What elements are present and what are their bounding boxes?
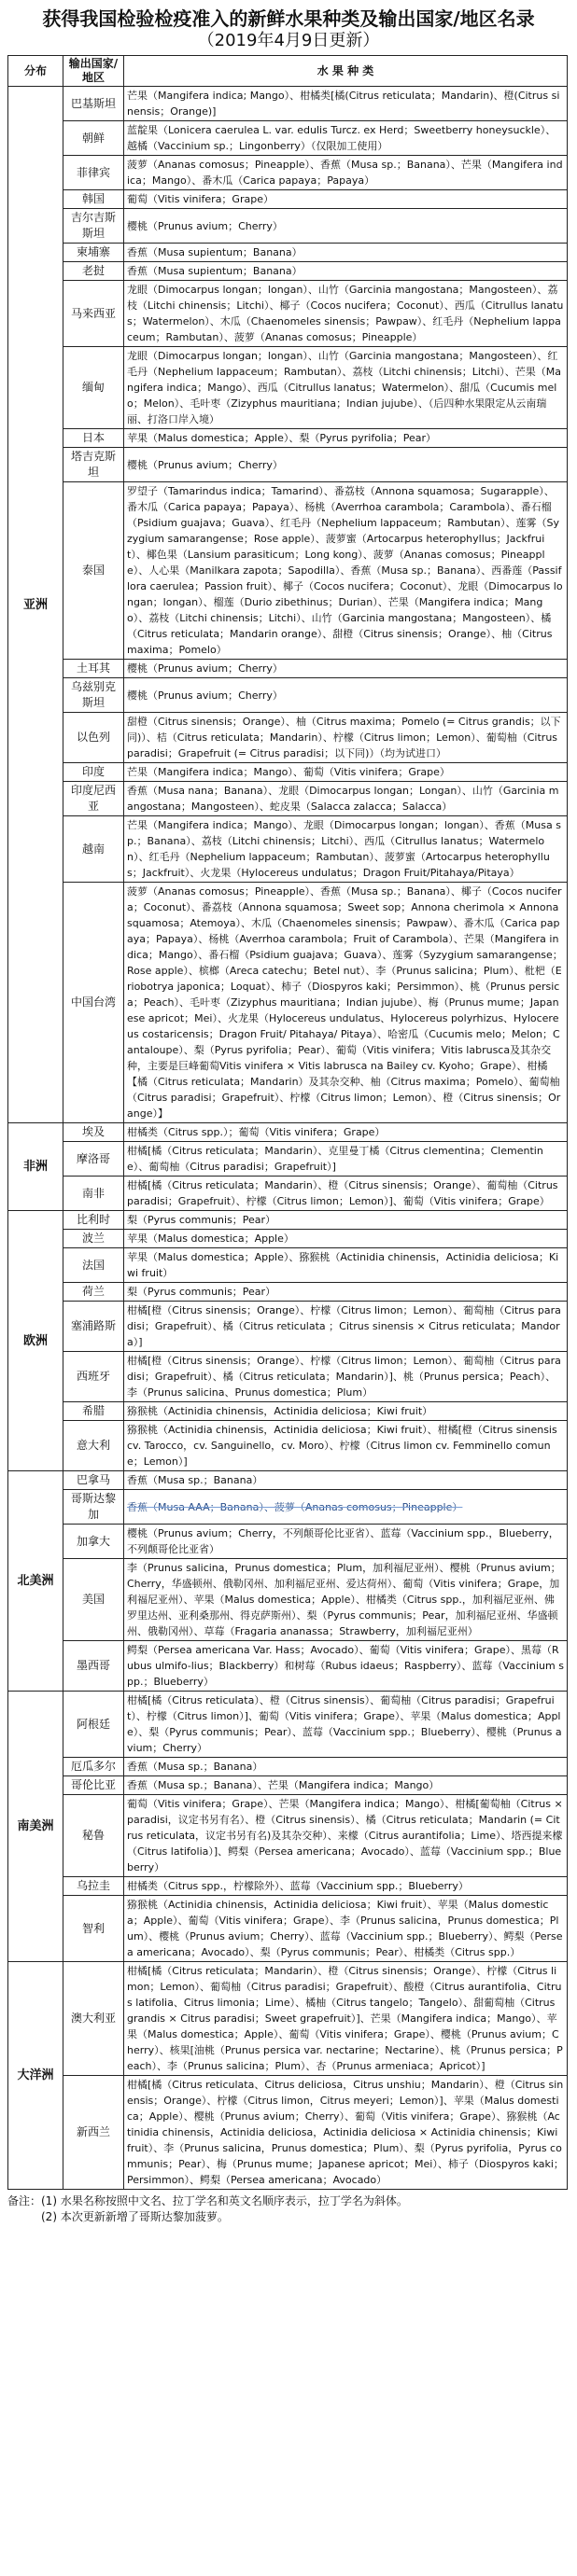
country-cell: 日本 [63, 429, 124, 448]
table-row [8, 121, 568, 156]
table-row [8, 190, 568, 209]
country-cell: 哥伦比亚 [63, 1776, 124, 1795]
fruit-list-cell: 芒果（Mangifera indica；Mango）、龙眼（Dimocarpus longan；longan）、香蕉（Musa sp.；Banana）、荔枝（Litchi chinensis；Litchi）、西瓜（Citrullus lanatus；Watermelon）、红毛丹（Nephelium lappaceum；Rambutan）、菠萝蜜（Artocarpus heterophyllus；Jackfruit）、火龙果（Hylocereus undulatus；Dragon Fruit/Pitahaya/Pitaya） [124, 816, 568, 883]
region-cell: 亚洲 [8, 87, 63, 1123]
country-cell: 泰国 [63, 482, 124, 660]
page-subtitle: （2019年4月9日更新） [197, 31, 380, 50]
new-entry-highlight: 香蕉（Musa AAA；Banana）、菠萝（Ananas comosus；Pineapple） [127, 1500, 463, 1513]
table-row [8, 1142, 568, 1177]
fruit-list-cell: 李（Prunus salicina，Prunus domestica；Plum，加利福尼亚州）、樱桃（Prunus avium；Cherry，华盛顿州、俄勒冈州、加利福尼亚州、爱达荷州）、葡萄（Vitis vinifera；Grape，加利福尼亚州）、苹果（Malus domestica；Apple）、柑橘类（Citrus spp.，加利福尼亚州、佛罗里达州、亚利桑那州、得克萨斯州）、梨（Pyrus communis；Pear，加利福尼亚州、华盛顿州、俄勒冈州）、草莓（Fragaria ananassa；Strawberry，加利福尼亚州） [124, 1559, 568, 1641]
country-cell: 朝鲜 [63, 121, 124, 156]
header-fruit: 水 果 种 类 [124, 56, 568, 87]
fruit-list-cell: 樱桃（Prunus avium；Cherry） [124, 209, 568, 244]
region-cell: 非洲 [8, 1123, 63, 1211]
fruit-list-cell: 樱桃（Prunus avium；Cherry，不列颠哥伦比亚省）、蓝莓（Vaccinium spp.，Blueberry，不列颠哥伦比亚省） [124, 1525, 568, 1559]
country-cell: 塞浦路斯 [63, 1302, 124, 1352]
table-row [8, 482, 568, 660]
table-header-row [8, 56, 568, 87]
fruit-list-cell: 鳄梨（Persea americana Var. Hass；Avocado）、葡萄（Vitis vinifera；Grape）、黑莓（Rubus ulmifo-lius；Blackberry）和树莓（Rubus idaeus；Raspberry）、蓝莓（Vaccinium spp.；Blueberry） [124, 1641, 568, 1692]
fruit-list-cell: 柑橘类（Citrus spp.，柠檬除外）、蓝莓（Vaccinium spp.；Blueberry） [124, 1877, 568, 1896]
fruit-list-cell: 香蕉（Musa sp.；Banana） [124, 1758, 568, 1776]
table-row [8, 156, 568, 190]
region-cell: 欧洲 [8, 1211, 63, 1471]
country-cell: 印度 [63, 763, 124, 782]
country-cell: 柬埔寨 [63, 244, 124, 262]
table-row [8, 1758, 568, 1776]
table-row [8, 1559, 568, 1641]
table-row [8, 347, 568, 429]
fruit-list-cell: 柑橘[橘（Citrus reticulata；Mandarin）、橙（Citrus sinensis；Orange）、柠檬（Citrus limon；Lemon）、葡萄柚（Citrus paradisi；Grapefruit）、酸橙（Citrus aurantifolia、Citrus latifolia、Citrus limonia；Lime）、橘柚（Citrus tangelo；Tangelo）、甜葡萄柚（Citrus grandis × Citrus paradisi；Sweet grapefruit）]、芒果（Mangifera indica；Mango）、苹果（Malus domestica；Apple）、葡萄（Vitis vinifera；Grape）、樱桃（Prunus avium；Cherry）、核果[油桃（Prunus persica var. nectarine；Nectarine）、桃（Prunus persica；Peach）、李（Prunus salicina；Plum）、杏（Prunus armeniaca；Apricot）] [124, 1962, 568, 2076]
table-row [8, 2076, 568, 2190]
fruit-list-cell: 龙眼（Dimocarpus longan；longan）、山竹（Garcinia mangostana；Mangosteen）、红毛丹（Nephelium lappaceum；Rambutan）、荔枝（Litchi chinensis；Litchi）、芒果（Mangifera indica；Mango）、西瓜（Citrullus lanatus；Watermelon）、甜瓜（Cucumis melo；Melon）、毛叶枣（Zizyphus mauritiana；Indian jujube）、（后四种水果限定从云南瑞丽、打洛口岸入境） [124, 347, 568, 429]
fruit-list-cell: 蓝靛果（Lonicera caerulea L. var. edulis Turcz. ex Herd；Sweetberry honeysuckle）、越橘（Vaccinium sp.；Lingonberry）（仅限加工使用） [124, 121, 568, 156]
table-row [8, 1896, 568, 1962]
region-cell: 南美洲 [8, 1692, 63, 1962]
country-cell: 秘鲁 [63, 1795, 124, 1877]
country-cell: 越南 [63, 816, 124, 883]
country-cell: 中国台湾 [63, 883, 124, 1123]
country-cell: 阿根廷 [63, 1692, 124, 1758]
country-cell: 巴基斯坦 [63, 87, 124, 121]
fruit-list-cell: 苹果（Malus domestica；Apple）、猕猴桃（Actinidia chinensis，Actinidia deliciosa；Kiwi fruit） [124, 1248, 568, 1283]
page-title: 获得我国检验检疫准入的新鲜水果种类及输出国家/地区名录 [42, 7, 535, 30]
country-cell: 马来西亚 [63, 281, 124, 347]
table-row [8, 816, 568, 883]
table-row [8, 763, 568, 782]
fruit-list-cell: 柑橘[橘（Citrus reticulata）、橙（Citrus sinensis）、葡萄柚（Citrus paradisi；Grapefruit）、柠檬（Citrus limon）]、葡萄（Vitis vinifera；Grape）、苹果（Malus domestica；Apple）、梨（Pyrus communis；Pear）、蓝莓（Vaccinium spp.；Blueberry）、樱桃（Prunus avium；Cherry） [124, 1692, 568, 1758]
fruit-list-cell: 香蕉（Musa sp.；Banana） [124, 1471, 568, 1490]
table-row [8, 209, 568, 244]
fruit-list-cell: 菠萝（Ananas comosus；Pineapple）、香蕉（Musa sp.；Banana）、椰子（Cocos nucifera；Coconut）、番荔枝（Annona squamosa；Sweet sop；Annona cherimola × Annonasquamosa；Atemoya）、木瓜（Chaenomeles sinensis；Pawpaw）、番木瓜（Carica papaya；Papaya）、杨桃（Averrhoa carambola；Fruit of Carambola）、芒果（Mangifera indica；Mango）、番石榴（Psidium guajava；Guava）、莲雾（Syzygium samarangense；Rose apple）、槟榔（Areca catechu；Betel nut）、李（Prunus salicina；Plum）、枇杷（Eriobotrya japonica；Loquat）、柿子（Diospyros kaki；Persimmon）、桃（Prunus persica；Peach）、毛叶枣（Zizyphus mauritiana；Indian jujube）、梅（Prunus mume；Japanese apricot；Mei）、火龙果（Hylocereus undulatus、Hylocereus polyrhizus、Hylocereus costaricensis；Dragon Fruit/ Pitahaya/ Pitaya）、哈密瓜（Cucumis melo；Melon；Cantaloupe）、梨（Pyrus pyrifolia；Pear）、葡萄（Vitis vinifera；Vitis labrusca及其杂交种，主要是巨峰葡萄Vitis vinifera × Vitis labrusca na Bailey cv. Kyoho；Grape）、柑橘【橘（Citrus reticulata；Mandarin）及其杂交种、柚（Citrus maxima；Pomelo）、葡萄柚（Citrus paradisi；Grapefruit）、柠檬（Citrus limon；Lemon）、橙（Citrus sinensis；Orange）】 [124, 883, 568, 1123]
table-row [8, 1211, 568, 1230]
country-cell: 加拿大 [63, 1525, 124, 1559]
fruit-list-cell: 葡萄（Vitis vinifera；Grape）、芒果（Mangifera indica；Mango）、柑橘[葡萄柚（Citrus × paradisi，议定书另有名）、橙（Citrus sinensis）、橘（Citrus reticulata；Mandarin (= Citrus reticulata，议定书另有名)及其杂交种）、来檬（Citrus aurantifolia；Lime）、塔西提来檬（Citrus latifolia）]、鳄梨（Persea americana；Avocado）、蓝莓（Vaccinium spp.；Blueberry） [124, 1795, 568, 1877]
country-cell: 塔吉克斯坦 [63, 448, 124, 482]
country-cell: 希腊 [63, 1402, 124, 1421]
header-country: 输出国家/地区 [63, 56, 124, 87]
fruit-list-cell: 葡萄（Vitis vinifera；Grape） [124, 190, 568, 209]
country-cell: 西班牙 [63, 1352, 124, 1402]
table-row [8, 1692, 568, 1758]
country-cell: 摩洛哥 [63, 1142, 124, 1177]
table-row [8, 1962, 568, 2076]
table-row [8, 1177, 568, 1211]
table-row [8, 1248, 568, 1283]
country-cell: 墨西哥 [63, 1641, 124, 1692]
fruit-list-cell: 香蕉（Musa supientum；Banana） [124, 262, 568, 281]
fruit-list-cell: 梨（Pyrus communis；Pear） [124, 1211, 568, 1230]
table-row [8, 1525, 568, 1559]
country-cell: 菲律宾 [63, 156, 124, 190]
fruit-list-cell: 樱桃（Prunus avium；Cherry） [124, 678, 568, 713]
country-cell: 埃及 [63, 1123, 124, 1142]
note-line: 备注：(1) 水果名称按照中文名、拉丁学名和英文名顺序表示，拉丁学名为斜体。 [7, 2194, 408, 2207]
table-row [8, 782, 568, 816]
table-row [8, 1641, 568, 1692]
fruit-list-cell: 菠萝（Ananas comosus；Pineapple）、香蕉（Musa sp.；Banana）、芒果（Mangifera indica；Mango）、番木瓜（Carica papaya；Papaya） [124, 156, 568, 190]
fruit-list-cell: 香蕉（Musa nana；Banana）、龙眼（Dimocarpus longan；Longan）、山竹（Garcinia mangostana；Mangosteen）、蛇皮果（Salacca zalacca；Salacca） [124, 782, 568, 816]
fruit-list-cell: 梨（Pyrus communis；Pear） [124, 1283, 568, 1302]
country-cell: 老挝 [63, 262, 124, 281]
country-cell: 澳大利亚 [63, 1962, 124, 2076]
country-cell: 法国 [63, 1248, 124, 1283]
table-row [8, 1230, 568, 1248]
table-row [8, 1123, 568, 1142]
table-row [8, 1471, 568, 1490]
fruit-list-cell: 芒果（Mangifera indica；Mango）、葡萄（Vitis vinifera；Grape） [124, 763, 568, 782]
country-cell: 意大利 [63, 1421, 124, 1471]
country-cell: 智利 [63, 1896, 124, 1962]
region-cell: 北美洲 [8, 1471, 63, 1692]
table-row [8, 1490, 568, 1525]
fruit-list-cell: 柑橘类（Citrus spp.）；葡萄（Vitis vinifera；Grape） [124, 1123, 568, 1142]
country-cell: 南非 [63, 1177, 124, 1211]
country-cell: 印度尼西亚 [63, 782, 124, 816]
country-cell: 吉尔吉斯斯坦 [63, 209, 124, 244]
fruit-list-cell: 柑橘[橘（Citrus reticulata；Mandarin）、克里曼丁橘（Citrus clementina；Clementine）、葡萄柚（Citrus paradisi；Grapefruit）] [124, 1142, 568, 1177]
note-line: (2) 本次更新新增了哥斯达黎加菠萝。 [7, 2210, 229, 2223]
table-row [8, 1421, 568, 1471]
country-cell: 荷兰 [63, 1283, 124, 1302]
fruit-list-cell: 猕猴桃（Actinidia chinensis，Actinidia deliciosa；Kiwi fruit） [124, 1402, 568, 1421]
fruit-list-cell: 香蕉（Musa sp.；Banana）、芒果（Mangifera indica；Mango） [124, 1776, 568, 1795]
country-cell: 巴拿马 [63, 1471, 124, 1490]
fruit-access-table [7, 55, 568, 2190]
table-row [8, 281, 568, 347]
table-body [8, 87, 568, 2190]
table-row [8, 87, 568, 121]
table-row [8, 678, 568, 713]
fruit-list-cell: 柑橘[橘（Citrus reticulata；Mandarin）、橙（Citrus sinensis；Orange）、葡萄柚（Citrus paradisi；Grapefruit）、柠檬（Citrus limon；Lemon）]、葡萄（Vitis vinifera；Grape） [124, 1177, 568, 1211]
table-row [8, 1283, 568, 1302]
fruit-list-cell: 樱桃（Prunus avium；Cherry） [124, 660, 568, 678]
country-cell: 韩国 [63, 190, 124, 209]
table-row [8, 244, 568, 262]
table-row [8, 1352, 568, 1402]
table-row [8, 1302, 568, 1352]
country-cell: 比利时 [63, 1211, 124, 1230]
country-cell: 土耳其 [63, 660, 124, 678]
table-row [8, 1776, 568, 1795]
notes-section [7, 2193, 570, 2225]
fruit-list-cell: 柑橘[橙（Citrus sinensis；Orange）、柠檬（Citrus limon；Lemon）、葡萄柚（Citrus paradisi；Grapefruit）、橘（Citrus reticulata；Mandarin）]、桃（Prunus persica；Peach）、李（Prunus salicina、Prunus domestica；Plum） [124, 1352, 568, 1402]
country-cell: 厄瓜多尔 [63, 1758, 124, 1776]
fruit-list-cell: 龙眼（Dimocarpus longan；longan）、山竹（Garcinia mangostana；Mangosteen）、荔枝（Litchi chinensis；Litchi）、椰子（Cocos nucifera；Coconut）、西瓜（Citrullus lanatus；Watermelon）、木瓜（Chaenomeles sinensis；Pawpaw）、红毛丹（Nephelium lappaceum；Rambutan）、菠萝（Ananas comosus；Pineapple） [124, 281, 568, 347]
fruit-list-cell: 甜橙（Citrus sinensis；Orange）、柚（Citrus maxima；Pomelo (= Citrus grandis；以下同)）、桔（Citrus reticulata；Mandarin）、柠檬（Citrus limon；Lemon）、葡萄柚（Citrus paradisi；Grapefruit (= Citrus paradisi；以下同)）（均为试进口） [124, 713, 568, 763]
region-cell: 大洋洲 [8, 1962, 63, 2190]
fruit-list-cell [124, 1490, 568, 1525]
fruit-list-cell: 樱桃（Prunus avium；Cherry） [124, 448, 568, 482]
fruit-list-cell: 芒果（Mangifera indica; Mango）、柑橘类[橘(Citrus reticulata；Mandarin)、橙(Citrus sinensis；Orange)] [124, 87, 568, 121]
table-row [8, 262, 568, 281]
table-row [8, 1402, 568, 1421]
table-row [8, 1795, 568, 1877]
fruit-list-cell: 罗望子（Tamarindus indica；Tamarind）、番荔枝（Annona squamosa；Sugarapple）、番木瓜（Carica papaya；Papaya）、杨桃（Averrhoa carambola；Carambola）、番石榴（Psidium guajava；Guava）、红毛丹（Nephelium lappaceum；Rambutan）、莲雾（Syzygium samarangense；Rose apple）、菠萝蜜（Artocarpus heterophyllus；Jackfruit）、椰色果（Lansium parasiticum；Long kong）、菠萝（Ananas comosus；Pineapple）、人心果（Manilkara zapota；Sapodilla）、香蕉（Musa sp.；Banana）、西番莲（Passiflora caerulea；Passion fruit）、椰子（Cocos nucifera；Coconut）、龙眼（Dimocarpus longan；longan）、榴莲（Durio zibethinus；Durian）、芒果（Mangifera indica；Mango）、荔枝（Litchi chinensis；Litchi）、山竹（Garcinia mangostana；Mangosteen）、橘（Citrus reticulata；Mandarin orange）、甜橙（Citrus sinensis；Orange）、柚（Citrus maxima；Pomelo） [124, 482, 568, 660]
fruit-list-cell: 苹果（Malus domestica；Apple） [124, 1230, 568, 1248]
country-cell: 哥斯达黎加 [63, 1490, 124, 1525]
fruit-list-cell: 柑橘[橘（Citrus reticulata、Citrus deliciosa，Citrus unshiu；Mandarin）、橙（Citrus sinensis；Orange）、柠檬（Citrus limon，Citrus meyeri；Lemon）]、苹果（Malus domestica；Apple）、樱桃（Prunus avium；Cherry）、葡萄（Vitis vinifera；Grape）、猕猴桃（Actinidia chinensis，Actinidia deliciosa，Actinidia deliciosa × Actinidia chinensis；Kiwi fruit）、李（Prunus salicina，Prunus domestica；Plum）、梨（Pyrus pyrifolia，Pyrus communis；Pear）、梅（Prunus mume；Japanese apricot；Mei）、柿子（Diospyros kaki；Persimmon）、鳄梨（Persea americana；Avocado） [124, 2076, 568, 2190]
country-cell: 以色列 [63, 713, 124, 763]
country-cell: 乌兹别克斯坦 [63, 678, 124, 713]
country-cell: 美国 [63, 1559, 124, 1641]
table-row [8, 883, 568, 1123]
country-cell: 新西兰 [63, 2076, 124, 2190]
table-row [8, 660, 568, 678]
country-cell: 波兰 [63, 1230, 124, 1248]
header-region: 分布 [8, 56, 63, 87]
fruit-list-cell: 柑橘[橙（Citrus sinensis；Orange）、柠檬（Citrus limon；Lemon）、葡萄柚（Citrus paradisi；Grapefruit）、橘（Citrus reticulata ；Citrus sinensis × Citrus reticulata；Mandora）] [124, 1302, 568, 1352]
country-cell: 缅甸 [63, 347, 124, 429]
fruit-list-cell: 猕猴桃（Actinidia chinensis，Actinidia deliciosa；Kiwi fruit）、柑橘[橙（Citrus sinensis cv. Tarocco，cv. Sanguinello，cv. Moro）、柠檬（Citrus limon cv. Femminello comune；Lemon）] [124, 1421, 568, 1471]
country-cell: 乌拉圭 [63, 1877, 124, 1896]
table-row [8, 1877, 568, 1896]
table-row [8, 448, 568, 482]
fruit-list-cell: 苹果（Malus domestica；Apple）、梨（Pyrus pyrifolia；Pear） [124, 429, 568, 448]
fruit-list-cell: 香蕉（Musa supientum；Banana） [124, 244, 568, 262]
table-row [8, 429, 568, 448]
fruit-list-cell: 猕猴桃（Actinidia chinensis，Actinidia deliciosa；Kiwi fruit）、苹果（Malus domestica；Apple）、葡萄（Vitis vinifera；Grape）、李（Prunus salicina，Prunus domestica；Plum）、樱桃（Prunus avium；Cherry）、蓝莓（Vaccinium spp.；Blueberry）、鳄梨（Persea americana；Avocado）、梨（Pyrus communis；Pear）、柑橘类（Citrus spp.） [124, 1896, 568, 1962]
table-row [8, 713, 568, 763]
